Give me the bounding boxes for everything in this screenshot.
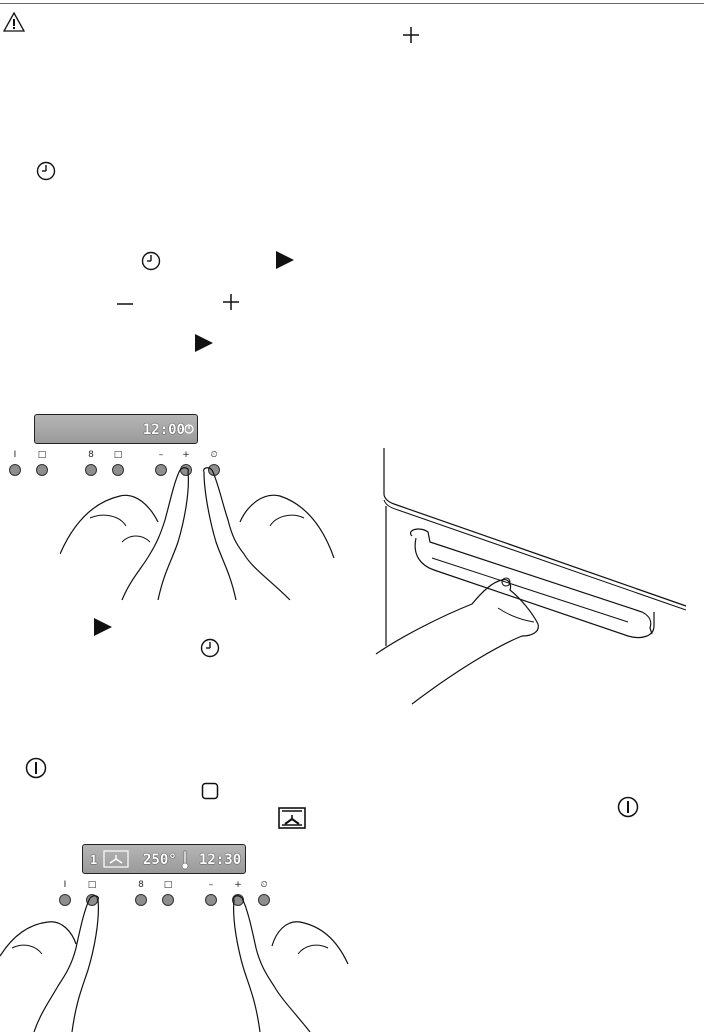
display-temperature: 250° (143, 852, 177, 868)
function-button[interactable] (36, 464, 48, 476)
function-square-icon (201, 782, 219, 800)
play-triangle-icon (274, 250, 296, 270)
option-button[interactable] (162, 894, 174, 906)
key-label-option: □ (163, 880, 173, 890)
key-label-clock: ⏲ (260, 880, 268, 890)
header-rule (0, 3, 704, 4)
play-triangle-icon (92, 617, 114, 637)
key-label-power: I (63, 880, 67, 890)
left-hand-illustration (0, 892, 120, 1032)
key-label-option: □ (113, 450, 123, 460)
program-button[interactable] (135, 894, 147, 906)
oven-display-1 (34, 414, 198, 444)
oven-display-2 (82, 844, 246, 874)
right-hand-illustration (230, 892, 350, 1032)
oven-door-illustration (372, 446, 692, 708)
key-label-program: 8 (138, 880, 144, 890)
display-time: 12:00 (142, 422, 185, 438)
key-label-plus: + (234, 880, 242, 890)
clock-icon (200, 638, 220, 658)
key-label-minus: – (158, 450, 164, 460)
plus-icon (402, 26, 420, 44)
clock-icon (141, 251, 161, 271)
fan-heating-icon (278, 807, 306, 829)
key-label-function: □ (37, 450, 47, 460)
right-hand-illustration (200, 462, 340, 602)
fan-heating-icon (103, 850, 129, 868)
key-label-clock: ⏲ (210, 450, 218, 460)
minus-button[interactable] (205, 894, 217, 906)
on-off-icon (25, 757, 47, 779)
key-label-plus: + (182, 450, 190, 460)
key-label-minus: – (208, 880, 214, 890)
power-button[interactable] (9, 464, 21, 476)
thermometer-icon (181, 850, 189, 870)
plus-icon (222, 293, 240, 311)
clock-icon (184, 424, 194, 434)
minus-icon (116, 299, 134, 309)
warning-triangle-icon (3, 11, 25, 33)
key-label-function: □ (87, 880, 97, 890)
left-hand-illustration (60, 462, 195, 602)
key-label-program: 8 (88, 450, 94, 460)
key-label-power: I (13, 450, 17, 460)
play-triangle-icon (193, 333, 215, 353)
clock-icon (36, 161, 56, 181)
display-level: 1 (90, 853, 98, 867)
on-off-icon (617, 796, 639, 818)
display-time: 12:30 (199, 852, 242, 868)
